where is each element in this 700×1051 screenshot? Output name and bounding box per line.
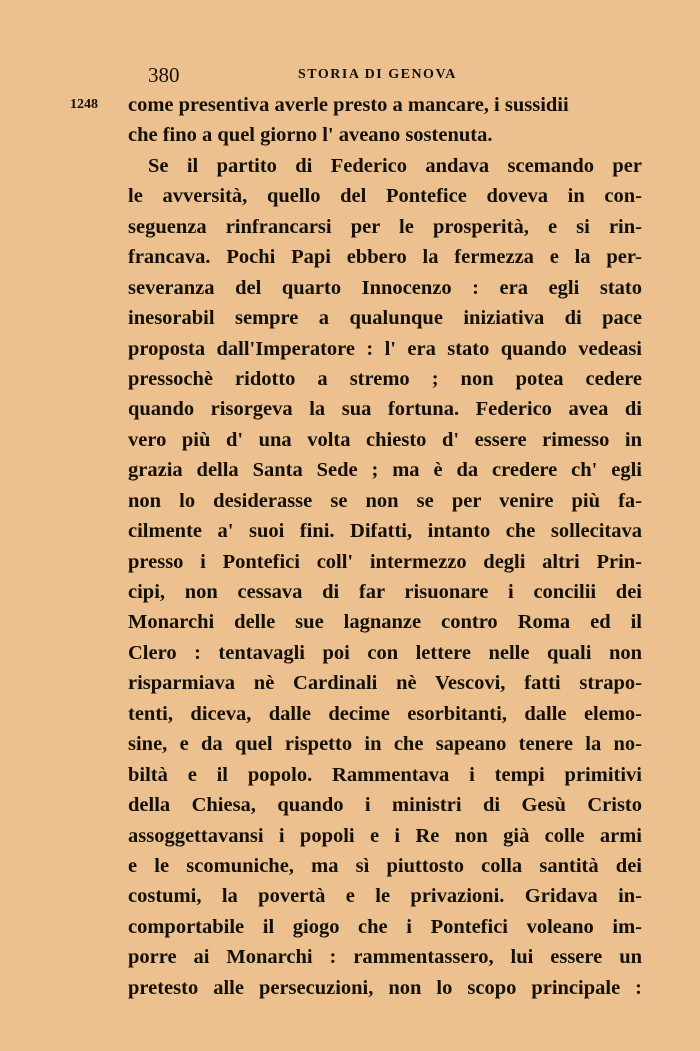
text-line: come presentiva averle presto a mancare, i sussidii	[128, 94, 569, 116]
text-line: che fino a quel giorno l' aveano sostenuta.	[128, 124, 493, 147]
text-line: francava. Pochi Papi ebbero la fermezza e la per-	[128, 246, 642, 269]
text-line: risparmiava nè Cardinali nè Vescovi, fatti strapo-	[128, 672, 642, 695]
text-line: cipi, non cessava di far risuonare i concilii dei	[128, 581, 642, 603]
body-text	[128, 90, 642, 1003]
text-line: le avversità, quello del Pontefice doveva in con-	[128, 185, 642, 208]
text-line: non lo desiderasse se non se per venire più fa-	[128, 489, 642, 512]
text-line: inesorabil sempre a qualunque iniziativa di pace	[128, 307, 642, 330]
text-line: biltà e il popolo. Rammentava i tempi primitivi	[128, 763, 642, 786]
text-line: comportabile il giogo che i Pontefici voleano im-	[128, 915, 642, 938]
margin-year-note: 1248	[70, 97, 98, 112]
text-line: pressochè ridotto a stremo ; non potea cedere	[128, 367, 642, 390]
text-line: presso i Pontefici coll' intermezzo degli altri Prin-	[128, 550, 642, 573]
text-line: cilmente a' suoi fini. Difatti, intanto che sollecitava	[128, 520, 642, 543]
page-header	[148, 60, 648, 90]
running-title: STORIA DI GENOVA	[298, 67, 457, 82]
text-line: della Chiesa, quando i ministri di Gesù Cristo	[128, 794, 642, 817]
text-line: seguenza rinfrancarsi per le prosperità, e si rin-	[128, 215, 642, 238]
text-line: e le scomuniche, ma sì piuttosto colla santità dei	[128, 854, 642, 877]
text-line: assoggettavansi i popoli e i Re non già colle armi	[128, 824, 642, 847]
text-line: Monarchi delle sue lagnanze contro Roma ed il	[128, 611, 642, 634]
text-line: quando risorgeva la sua fortuna. Federico avea di	[128, 398, 642, 421]
text-line: Clero : tentavagli poi con lettere nelle quali non	[128, 641, 642, 664]
text-line: proposta dall'Imperatore : l' era stato quando vedeasi	[128, 337, 642, 360]
text-line: Se il partito di Federico andava scemando per	[148, 154, 642, 177]
text-line: pretesto alle persecuzioni, non lo scopo principale :	[128, 976, 642, 999]
text-line: tenti, diceva, dalle decime esorbitanti, dalle elemo-	[128, 702, 642, 725]
text-line: costumi, la povertà e le privazioni. Gridava in-	[128, 885, 642, 908]
text-line: porre ai Monarchi : rammentassero, lui essere un	[128, 946, 642, 969]
text-line: sine, e da quel rispetto in che sapeano tenere la no-	[128, 733, 642, 756]
text-line: vero più d' una volta chiesto d' essere rimesso in	[128, 428, 642, 451]
page-number: 380	[148, 63, 180, 87]
text-line: severanza del quarto Innocenzo : era egli stato	[128, 276, 642, 299]
text-line: grazia della Santa Sede ; ma è da credere ch' egli	[128, 459, 642, 482]
